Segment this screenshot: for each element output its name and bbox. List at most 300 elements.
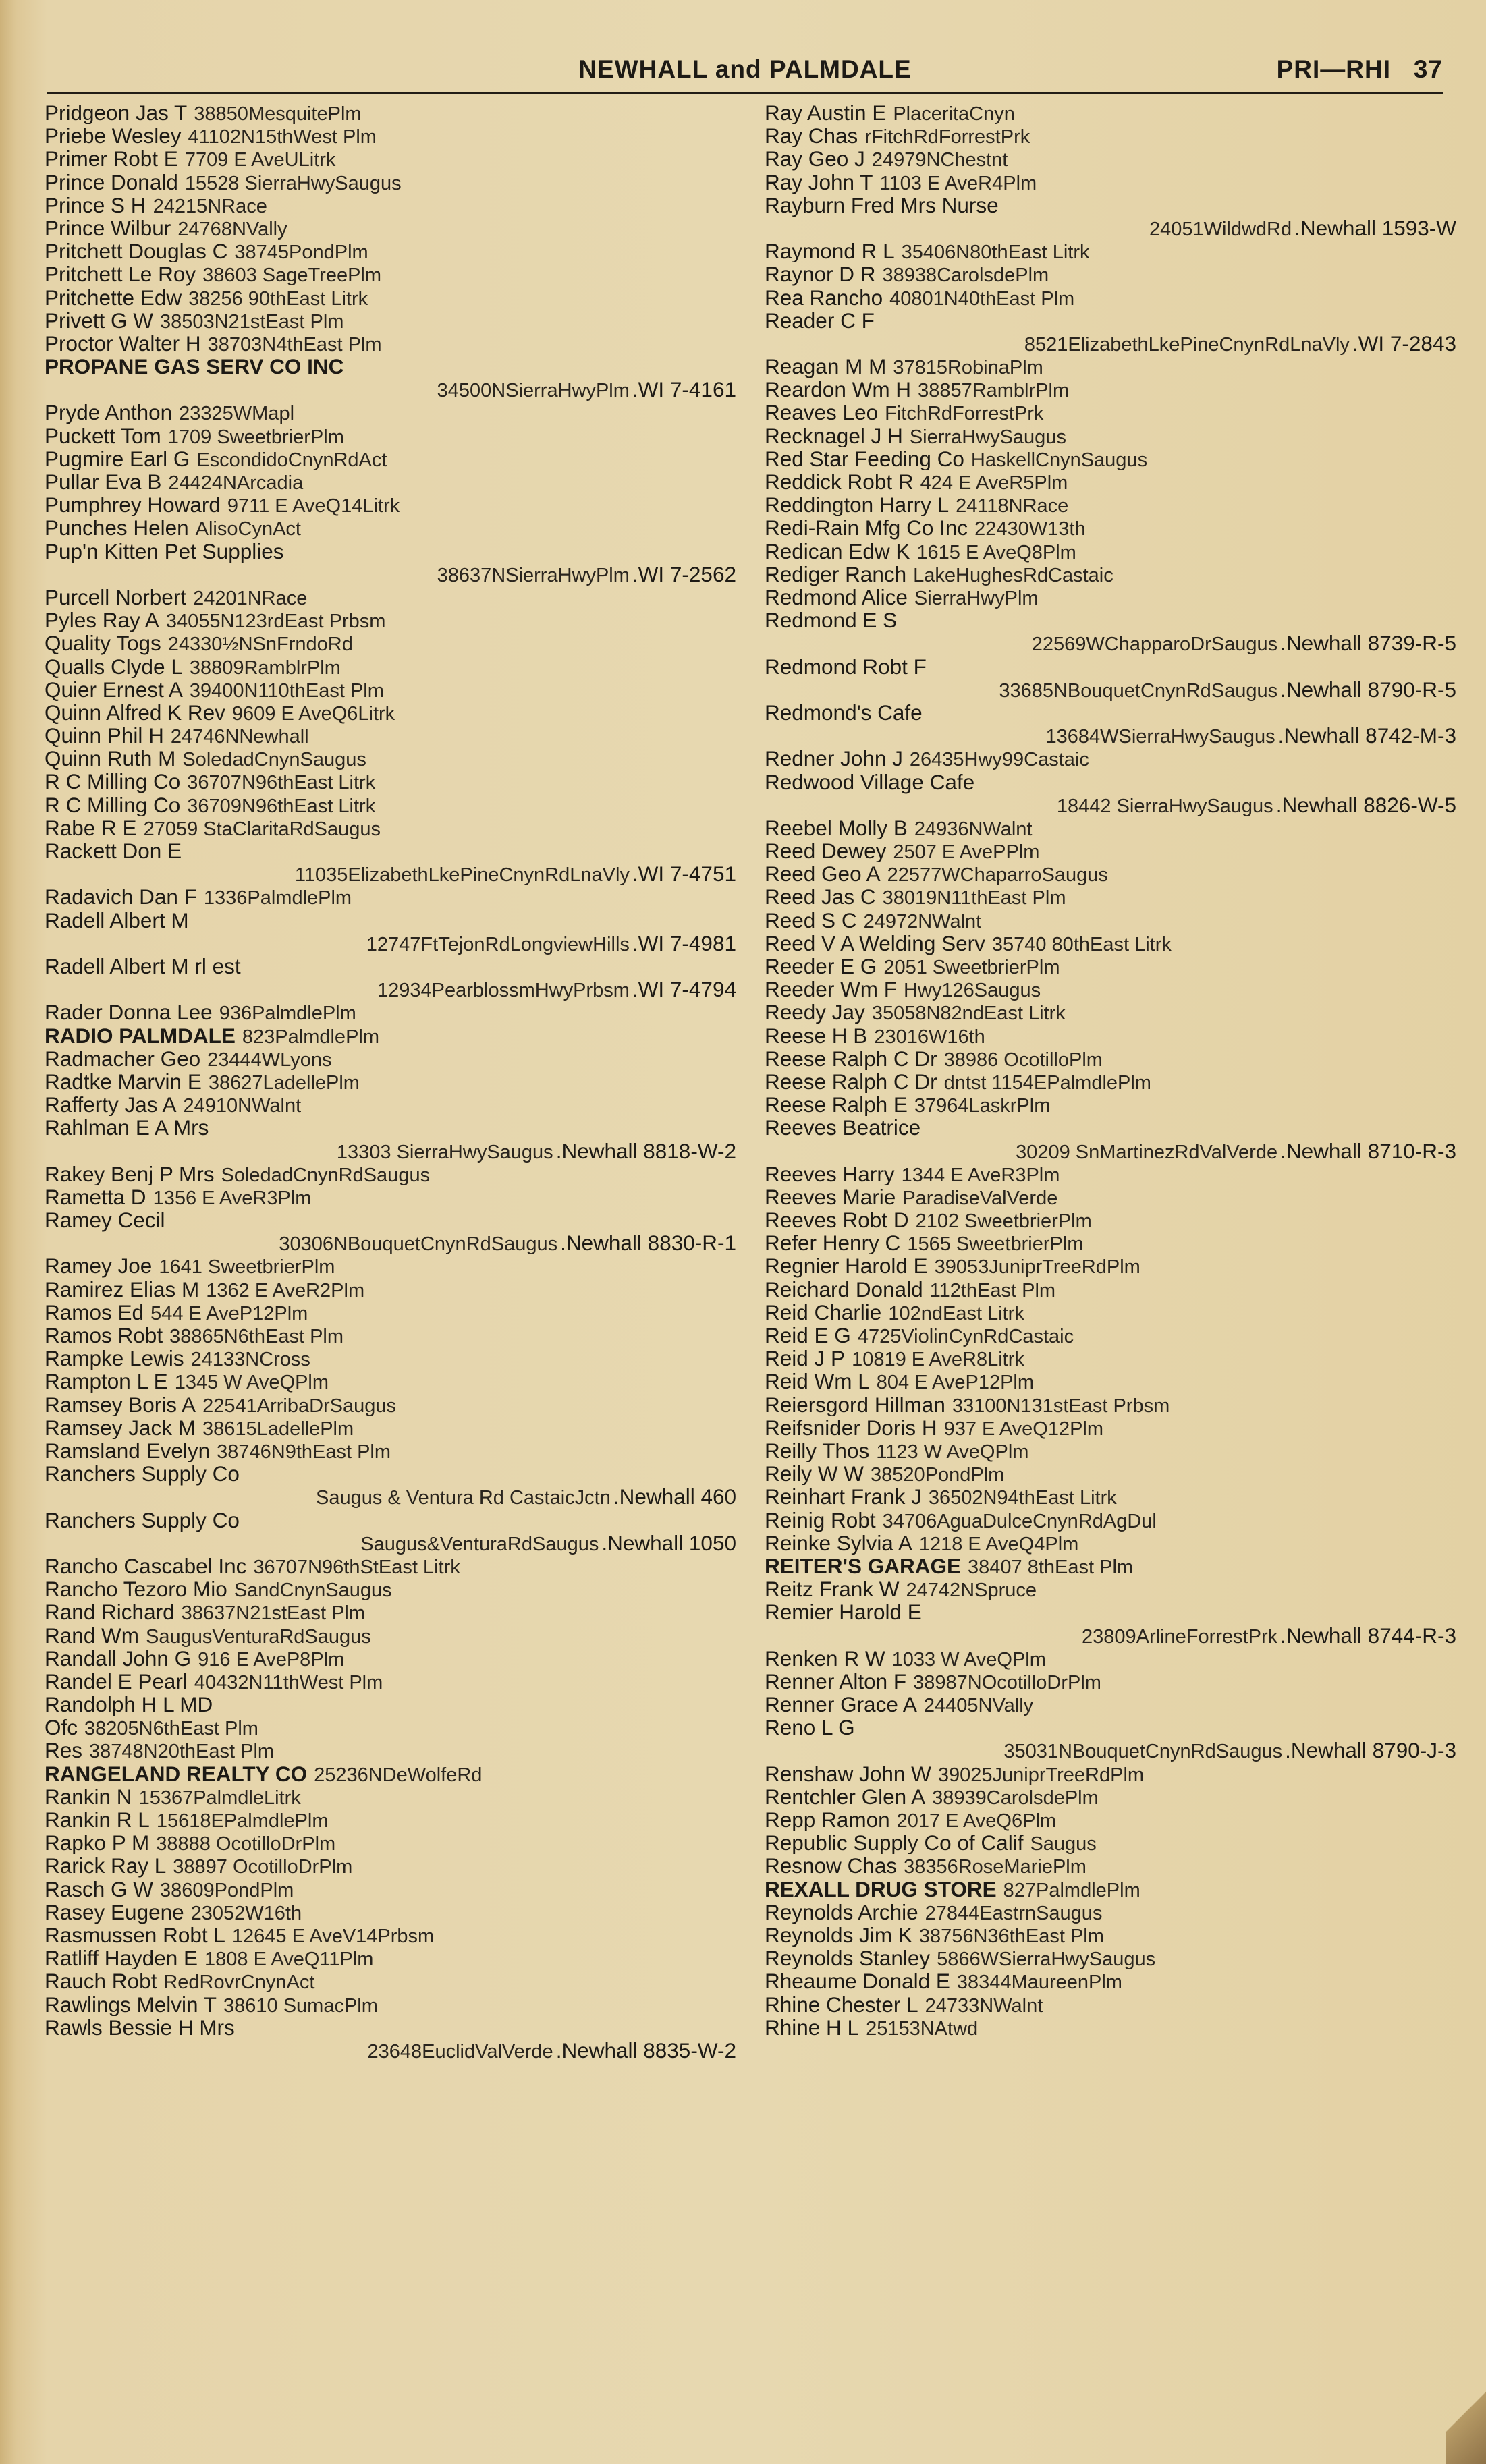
page-title: NEWHALL and PALMDALE [578, 55, 912, 83]
listing-name: Rakey Benj P Mrs [45, 1162, 215, 1185]
listing-entry [45, 1254, 736, 1277]
listing-address: 37964LaskrPlm [914, 1095, 1051, 1117]
listing-entry [765, 1993, 1456, 2016]
listing-address: 25236NDeWolfeRd [314, 1764, 483, 1785]
listing-line [45, 540, 736, 563]
listing-name: RANGELAND REALTY CO [45, 1762, 308, 1785]
listing-address: 2017 E AveQ6Plm [896, 1810, 1057, 1832]
listing-entry [765, 771, 1456, 816]
listing-line [45, 839, 736, 862]
listing-name: Rafferty Jas A [45, 1093, 177, 1117]
listing-address: 1808 E AveQ11Plm [204, 1949, 374, 1970]
listing-name: Reed Geo A [765, 862, 881, 886]
listing-entry [765, 609, 1456, 654]
listing-address: 34706AguaDulceCnynRdAgDul [882, 1510, 1157, 1532]
listing-name: Prince Wilbur [45, 216, 171, 240]
listing-address: 26435Hwy99Castaic [909, 749, 1089, 771]
listing-phone: Newhall 8790-J-3 [1290, 1738, 1456, 1762]
listing-entry [45, 240, 736, 262]
listing-name: Rampton L E [45, 1370, 168, 1393]
listing-entry [765, 586, 1456, 609]
listing-address: 25153NAtwd [866, 2017, 979, 2039]
listing-address: 1103 E AveR4Plm [879, 172, 1037, 194]
listing-address: 38603 SageTreePlm [202, 264, 382, 286]
listing-address: 13684WSierraHwySaugus [1045, 726, 1275, 748]
listing-name: Rauch Robt [45, 1969, 157, 1993]
listing-name: Repp Ramon [765, 1808, 890, 1832]
listing-name: Reno L G [765, 1716, 855, 1740]
listing-name: Randel E Pearl [45, 1669, 188, 1693]
listing-name: Reed Jas C [765, 885, 876, 909]
listing-address: 9609 E AveQ6Litrk [231, 702, 395, 725]
listing-name: Rawls Bessie H Mrs [45, 2015, 235, 2040]
listing-name: Rarick Ray L [45, 1854, 167, 1878]
listing-entry [45, 1993, 736, 2016]
listing-address: 827PalmdlePlm [1003, 1879, 1140, 1901]
listing-name: Ray Chas [765, 124, 858, 148]
listing-entry [765, 171, 1456, 194]
listing-name: Randolph H L MD [45, 1693, 213, 1716]
listing-address: 1345 W AveQPlm [174, 1372, 329, 1393]
listing-address: SierraHwyPlm [914, 587, 1039, 609]
listing-name: Reynolds Stanley [765, 1947, 931, 1970]
listing-line [765, 632, 1456, 654]
listing-name: Reedy Jay [765, 1001, 865, 1024]
listing-address: 544 E AveP12Plm [150, 1302, 308, 1324]
listing-address: 102ndEast Litrk [888, 1302, 1024, 1324]
listing-address: 38205N6thEast Plm [84, 1718, 258, 1739]
listing-entry [765, 932, 1456, 955]
listing-entry [45, 1439, 736, 1462]
listing-entry [45, 839, 736, 885]
listing-name: Ofc [45, 1716, 78, 1739]
listing-phone: WI 7-4751 [638, 862, 736, 886]
listing-entry [765, 2016, 1456, 2039]
listing-entry [765, 1762, 1456, 1785]
listing-entry [765, 1462, 1456, 1485]
listing-separator: . [1352, 331, 1358, 356]
listing-entry [45, 309, 736, 332]
listing-address: 22569WChapparoDrSaugus [1031, 634, 1278, 655]
listing-name: Renner Alton F [765, 1669, 907, 1693]
listing-address: 38520PondPlm [870, 1464, 1005, 1486]
listing-phone: Newhall 8818-W-2 [561, 1138, 736, 1163]
listing-address: 1033 W AveQPlm [891, 1648, 1046, 1670]
listing-name: Reddington Harry L [765, 493, 950, 517]
listing-entry [765, 1208, 1456, 1231]
listing-address: 1709 SweetbrierPlm [167, 426, 344, 447]
listing-address: 11035ElizabethLkePineCnynRdLnaVly [294, 864, 630, 886]
listing-entry [45, 1785, 736, 1808]
listing-name: Quinn Ruth M [45, 747, 176, 771]
listing-address: 24733NWalnt [925, 1994, 1043, 2016]
listing-address: 823PalmdlePlm [242, 1026, 380, 1047]
listing-name: Reid Wm L [765, 1370, 870, 1393]
listing-entry [765, 1347, 1456, 1370]
listing-line [45, 955, 736, 978]
listing-name: Ramey Joe [45, 1254, 153, 1278]
listing-phone: Newhall 8744-R-3 [1286, 1623, 1456, 1647]
listing-address: PlaceritaCnyn [893, 103, 1015, 125]
listing-entry [765, 1924, 1456, 1947]
listing-entry [765, 1555, 1456, 1577]
listing-entry [45, 493, 736, 516]
listing-name: Reid Charlie [765, 1300, 882, 1324]
listing-name: Reeves Marie [765, 1185, 896, 1209]
right-column [765, 101, 1456, 2039]
listing-name: Reeves Beatrice [765, 1116, 921, 1140]
listing-name: Redmond Alice [765, 585, 908, 609]
listing-name: Reid J P [765, 1347, 846, 1370]
listing-name: Raymond R L [765, 240, 895, 263]
listing-address: 2102 SweetbrierPlm [915, 1210, 1092, 1232]
listing-address: 27844EastrnSaugus [925, 1902, 1103, 1924]
listing-name: Pritchette Edw [45, 285, 182, 309]
listing-address: 38609PondPlm [160, 1879, 294, 1901]
page-range: PRI—RHI [1276, 55, 1391, 83]
listing-name: Rabe R E [45, 816, 137, 840]
listing-address: SoledadCnynSaugus [182, 749, 366, 771]
listing-entry [45, 171, 736, 194]
listing-entry [45, 678, 736, 701]
listing-entry [45, 724, 736, 747]
listing-address: 24910NWalnt [183, 1095, 302, 1117]
listing-line [45, 1116, 736, 1139]
listing-address: 12747FtTejonRdLongviewHills [366, 933, 630, 955]
listing-name: Reddick Robt R [765, 470, 914, 494]
listing-address: 39053JuniprTreeRdPlm [934, 1256, 1140, 1278]
listing-separator: . [601, 1530, 608, 1555]
listing-entry [45, 1070, 736, 1093]
listing-line [765, 309, 1456, 332]
listing-entry [765, 1001, 1456, 1024]
listing-entry [765, 1808, 1456, 1831]
listing-separator: . [1280, 677, 1286, 701]
listing-entry [45, 1577, 736, 1600]
listing-entry [45, 424, 736, 447]
listing-address: 12934PearblossmHwyPrbsm [377, 980, 630, 1001]
listing-name: Ramos Robt [45, 1324, 163, 1347]
listing-address: 35406N80thEast Litrk [901, 242, 1090, 263]
listing-entry [765, 147, 1456, 170]
listing-entry [765, 1647, 1456, 1670]
listing-line [765, 1140, 1456, 1163]
listing-name: Refer Henry C [765, 1231, 901, 1255]
listing-address: 38897 OcotilloDrPlm [173, 1856, 353, 1878]
listing-name: Reichard Donald [765, 1277, 923, 1301]
listing-line [45, 563, 736, 586]
listing-line [45, 862, 736, 885]
listing-line [45, 932, 736, 955]
listing-entry [765, 862, 1456, 885]
listing-name: Qualls Clyde L [45, 654, 183, 678]
listing-entry [765, 1670, 1456, 1693]
listing-name: Quier Ernest A [45, 677, 183, 701]
listing-name: Res [45, 1739, 83, 1762]
listing-address: 1565 SweetbrierPlm [907, 1233, 1084, 1255]
listing-separator: . [632, 930, 638, 955]
listing-entry [45, 355, 736, 401]
listing-name: Rancho Tezoro Mio [45, 1577, 227, 1601]
listing-address: 22541ArribaDrSaugus [202, 1395, 397, 1416]
listing-name: Reitz Frank W [765, 1577, 900, 1601]
listing-name: Radell Albert M rl est [45, 955, 241, 978]
listing-entry [765, 563, 1456, 586]
listing-name: Radmacher Geo [45, 1046, 201, 1070]
listing-entry [765, 1324, 1456, 1347]
listing-entry [45, 586, 736, 609]
listing-address: 24972NWalnt [863, 910, 982, 932]
listing-phone: Newhall 8830-R-1 [566, 1231, 736, 1255]
listing-address: 1362 E AveR2Plm [206, 1279, 365, 1301]
listing-address: 38610 SumacPlm [223, 1994, 378, 2016]
listing-line [765, 194, 1456, 217]
listing-address: 38888 OcotilloDrPlm [156, 1833, 336, 1855]
listing-entry [45, 1762, 736, 1785]
listing-entry [765, 401, 1456, 424]
listing-name: REXALL DRUG STORE [765, 1877, 997, 1901]
listing-line [45, 1231, 736, 1254]
listing-name: Rheaume Donald E [765, 1969, 950, 1993]
listing-address: 37815RobinaPlm [893, 357, 1043, 379]
listing-phone: Newhall 8742-M-3 [1284, 723, 1456, 748]
listing-address: 30209 SnMartinezRdValVerde [1016, 1141, 1278, 1163]
listing-name: Rasch G W [45, 1877, 154, 1901]
listing-separator: . [1277, 723, 1284, 748]
listing-line [765, 1600, 1456, 1623]
listing-separator: . [1275, 792, 1282, 816]
listing-entry [765, 1693, 1456, 1716]
listing-entry [45, 1509, 736, 1555]
listing-entry [45, 1739, 736, 1762]
listing-address: RedRovrCnynAct [163, 1971, 315, 1993]
listing-name: Rand Richard [45, 1600, 175, 1624]
listing-entry [45, 1093, 736, 1116]
listing-name: Pugmire Earl G [45, 447, 190, 471]
listing-line [765, 678, 1456, 701]
listing-address: 38987NOcotilloDrPlm [913, 1671, 1101, 1693]
listing-name: PROPANE GAS SERV CO INC [45, 355, 344, 379]
listing-entry [765, 124, 1456, 147]
listing-name: Proctor Walter H [45, 331, 201, 356]
listing-line [765, 1716, 1456, 1739]
listing-name: Resnow Chas [765, 1854, 898, 1878]
listing-name: Ray Geo J [765, 147, 865, 171]
listing-entry [765, 424, 1456, 447]
listing-line [45, 1485, 736, 1508]
listing-line [765, 217, 1456, 240]
listing-entry [765, 1831, 1456, 1854]
listing-address: 35740 80thEast Litrk [991, 933, 1172, 955]
listing-entry [765, 262, 1456, 285]
listing-name: Prince S H [45, 193, 146, 217]
header-rule [47, 92, 1443, 94]
listing-entry [45, 262, 736, 285]
listing-name: Rader Donna Lee [45, 1001, 213, 1024]
listing-name: Rasey Eugene [45, 1900, 184, 1924]
listing-name: Rametta D [45, 1185, 146, 1209]
listing-entry [765, 1600, 1456, 1646]
listing-address: 38756N36thEast Plm [918, 1925, 1104, 1947]
listing-line [45, 2039, 736, 2062]
listing-line [45, 1509, 736, 1532]
listing-name: Prince Donald [45, 170, 178, 194]
listing-line [45, 2016, 736, 2039]
listing-address: HaskellCnynSaugus [970, 449, 1148, 471]
listing-address: 39025JuniprTreeRdPlm [937, 1764, 1145, 1785]
listing-address: 38857RamblrPlm [918, 380, 1070, 401]
listing-name: Reeves Harry [765, 1162, 895, 1185]
listing-address: 804 E AveP12Plm [876, 1372, 1035, 1393]
listing-name: Regnier Harold E [765, 1254, 928, 1278]
listing-address: 24979NChestnt [871, 149, 1008, 171]
listing-line [765, 771, 1456, 793]
listing-entry [45, 1001, 736, 1024]
listing-entry [45, 1555, 736, 1577]
listing-entry [45, 101, 736, 124]
listing-phone: Newhall 8710-R-3 [1286, 1138, 1456, 1163]
listing-name: Ramsey Jack M [45, 1416, 196, 1439]
listing-entry [45, 1416, 736, 1439]
listing-entry [765, 1577, 1456, 1600]
listing-entry [765, 1231, 1456, 1254]
listing-entry [45, 885, 736, 908]
listing-name: Redican Edw K [765, 539, 910, 563]
listing-address: 22430W13th [974, 518, 1086, 540]
listing-name: Reeder Wm F [765, 978, 898, 1001]
listing-name: Priebe Wesley [45, 124, 182, 148]
listing-address: 38344MaureenPlm [956, 1971, 1122, 1993]
listing-name: Ray Austin E [765, 101, 887, 125]
listing-address: 30306NBouquetCnynRdSaugus [279, 1233, 558, 1255]
listing-name: Reeder E G [765, 955, 877, 978]
listing-name: Punches Helen [45, 516, 189, 540]
listing-name: Reed S C [765, 908, 857, 932]
listing-address: SoledadCnynRdSaugus [221, 1164, 431, 1185]
listing-address: 24405NVally [923, 1695, 1034, 1716]
listing-phone: Newhall 1050 [607, 1530, 736, 1555]
listing-line [765, 701, 1456, 724]
listing-name: Reese Ralph C Dr [765, 1069, 937, 1094]
listing-entry [45, 470, 736, 493]
listing-name: R C Milling Co [45, 793, 181, 816]
listing-address: FitchRdForrestPrk [885, 403, 1044, 424]
listing-name: Reinhart Frank J [765, 1485, 922, 1509]
listing-entry [765, 1185, 1456, 1208]
listing-entry [765, 1416, 1456, 1439]
listing-address: 24201NRace [193, 587, 308, 609]
listing-phone: Newhall 1593-W [1300, 215, 1456, 240]
listing-entry [45, 770, 736, 793]
listing-address: 1123 W AveQPlm [876, 1440, 1029, 1463]
listing-address: 38986 OcotilloPlm [943, 1048, 1103, 1070]
listing-address: SaugusVenturaRdSaugus [146, 1625, 371, 1647]
listing-name: Rampke Lewis [45, 1347, 184, 1370]
listing-entry [765, 1785, 1456, 1808]
listing-address: 23444WLyons [207, 1048, 332, 1070]
listing-line [45, 355, 736, 378]
listing-address: 40432N11thWest Plm [194, 1671, 383, 1693]
listing-address: 33685NBouquetCnynRdSaugus [999, 679, 1278, 701]
listing-name: Reed Dewey [765, 839, 887, 863]
listing-entry [765, 1116, 1456, 1162]
listing-address: 24742NSpruce [906, 1579, 1037, 1601]
listing-entry [765, 1024, 1456, 1047]
listing-address: 38627LadellePlm [208, 1071, 360, 1094]
listing-name: Reifsnider Doris H [765, 1416, 937, 1439]
listing-entry [45, 1116, 736, 1162]
listing-name: Ramsey Boris A [45, 1393, 196, 1416]
listing-entry [765, 1532, 1456, 1555]
listing-entry [45, 1947, 736, 1969]
listing-address: 33100N131stEast Prbsm [952, 1395, 1170, 1416]
listing-entry [45, 955, 736, 1001]
listing-address: ParadiseValVerde [902, 1187, 1058, 1209]
listing-address: 15528 SierraHwySaugus [184, 172, 402, 194]
listing-phone: Newhall 460 [619, 1484, 736, 1509]
listing-entry [45, 1208, 736, 1254]
listing-entry [765, 1439, 1456, 1462]
listing-address: 424 E AveR5Plm [920, 472, 1068, 494]
listing-name: Reilly Thos [765, 1438, 870, 1463]
listing-entry [45, 540, 736, 586]
page-number: 37 [1413, 55, 1443, 83]
page-header [47, 55, 1443, 97]
listing-address: 24051WildwdRd [1149, 218, 1292, 240]
listing-separator: . [555, 2038, 562, 2063]
listing-address: SandCnynSaugus [233, 1579, 392, 1601]
listing-entry [765, 909, 1456, 932]
listing-address: 12645 E AveV14Prbsm [231, 1925, 435, 1947]
listing-name: Redmond's Cafe [765, 700, 923, 725]
listing-name: Red Star Feeding Co [765, 447, 964, 471]
listing-name: Rhine H L [765, 2015, 860, 2039]
listing-address: 38356RoseMariePlm [904, 1856, 1086, 1878]
listing-address: 9711 E AveQ14Litrk [227, 495, 400, 517]
listing-entry [45, 1278, 736, 1301]
listing-address: 36709N96thEast Litrk [187, 795, 376, 816]
listing-name: Rahlman E A Mrs [45, 1116, 209, 1140]
listing-entry [45, 1831, 736, 1854]
listing-address: 34055N123rdEast Prbsm [165, 611, 386, 632]
listing-name: Rancho Cascabel Inc [45, 1554, 247, 1578]
listing-name: Ranchers Supply Co [45, 1462, 240, 1486]
listing-separator: . [1280, 1138, 1286, 1163]
listing-address: 15618EPalmdlePlm [156, 1810, 329, 1832]
listing-address: 916 E AveP8Plm [198, 1648, 345, 1670]
listing-line [765, 1739, 1456, 1762]
listing-address: 38865N6thEast Plm [169, 1326, 344, 1347]
listing-address: 38615LadellePlm [202, 1418, 354, 1439]
listing-phone: Newhall 8790-R-5 [1286, 677, 1456, 701]
listing-address: 27059 StaClaritaRdSaugus [143, 818, 381, 840]
listing-name: Ramsland Evelyn [45, 1438, 211, 1463]
listing-address: Saugus [1030, 1833, 1097, 1855]
listing-address: 23325WMapl [179, 403, 295, 424]
listing-entry [45, 2016, 736, 2062]
listing-address: Hwy126Saugus [904, 980, 1041, 1001]
listing-line [765, 655, 1456, 678]
listing-separator: . [632, 377, 638, 401]
listing-address: LakeHughesRdCastaic [913, 564, 1113, 586]
listing-separator: . [1280, 1623, 1286, 1647]
listing-entry [45, 1808, 736, 1831]
listing-name: RADIO PALMDALE [45, 1024, 236, 1047]
listing-line [765, 609, 1456, 632]
listing-name: Reader C F [765, 308, 875, 333]
listing-address: 15367PalmdleLitrk [138, 1787, 301, 1809]
listing-name: Pullar Eva B [45, 470, 162, 494]
